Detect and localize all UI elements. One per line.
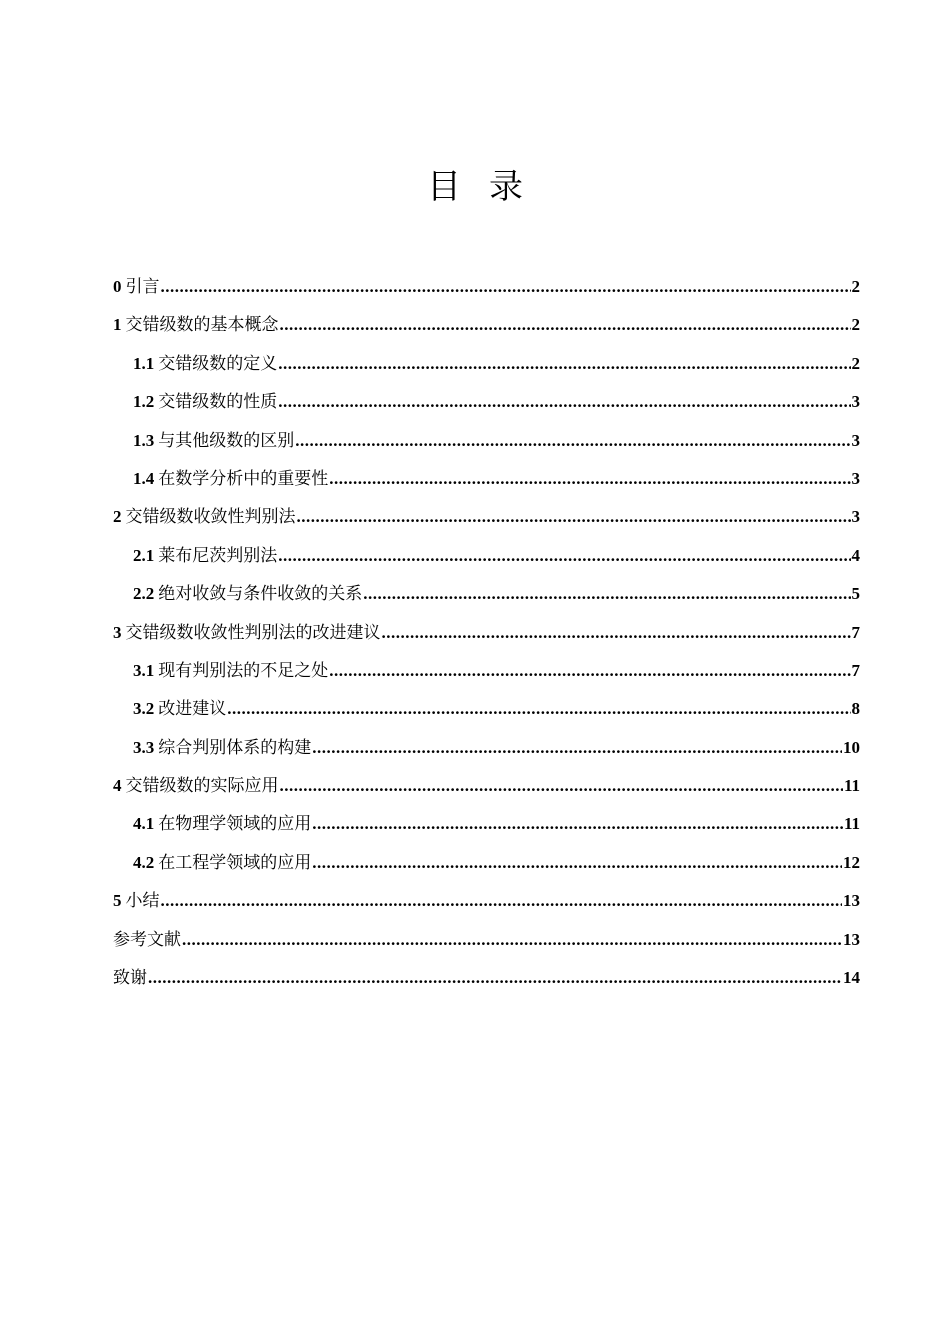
toc-entry[interactable] (113, 383, 860, 421)
toc-entry-page-number: 3 (851, 468, 860, 488)
dot-leader (161, 882, 843, 920)
toc-entry-page-number: 11 (843, 776, 860, 796)
toc-entry-page-number: 11 (843, 814, 860, 834)
toc-entry-label: 交错级数收敛性判别法 (125, 507, 296, 527)
toc-entry[interactable] (113, 729, 860, 767)
dot-leader (297, 498, 851, 536)
toc-entry[interactable] (113, 575, 860, 613)
toc-entry-number: 3.3 (133, 737, 155, 757)
toc-entry-page-number: 3 (851, 430, 860, 450)
toc-entry-label: 在工程学领域的应用 (158, 852, 312, 872)
toc-entry-label: 交错级数的性质 (158, 392, 278, 412)
dot-leader (280, 767, 843, 805)
toc-entry-label: 与其他级数的区别 (158, 430, 295, 450)
toc-entry-page-number: 10 (843, 737, 860, 757)
toc-entry[interactable] (113, 614, 860, 652)
toc-entry[interactable] (113, 460, 860, 498)
toc-entry-number: 2.1 (133, 545, 155, 565)
toc-entry-number: 3.2 (133, 699, 155, 719)
toc-entry-number: 1.3 (133, 430, 155, 450)
toc-entry-number: 1 (113, 315, 122, 335)
toc-entry[interactable] (113, 537, 860, 575)
toc-entry-page-number: 2 (851, 315, 860, 335)
toc-entry-number: 1.1 (133, 353, 155, 373)
dot-leader (227, 690, 850, 728)
toc-entry-page-number: 7 (851, 660, 860, 680)
dot-leader (363, 575, 850, 613)
toc-entry-page-number: 4 (851, 545, 860, 565)
dot-leader (278, 537, 850, 575)
toc-entry-label: 交错级数的定义 (158, 353, 278, 373)
dot-leader (382, 614, 851, 652)
table-of-contents (113, 268, 860, 997)
toc-entry-number: 1.4 (133, 468, 155, 488)
toc-entry-number: 4.1 (133, 814, 155, 834)
toc-entry-label: 莱布尼茨判别法 (158, 545, 278, 565)
toc-entry[interactable] (113, 498, 860, 536)
toc-entry[interactable] (113, 690, 860, 728)
toc-entry[interactable] (113, 345, 860, 383)
dot-leader (312, 729, 842, 767)
toc-entry-label: 综合判别体系的构建 (158, 737, 312, 757)
dot-leader (280, 306, 851, 344)
toc-entry[interactable] (113, 959, 860, 997)
dot-leader (312, 844, 842, 882)
toc-entry-number: 4 (113, 776, 122, 796)
toc-entry-label: 交错级数收敛性判别法的改进建议 (125, 622, 381, 642)
dot-leader (329, 460, 850, 498)
toc-entry-number: 5 (113, 891, 122, 911)
toc-entry-number: 4.2 (133, 852, 155, 872)
toc-entry-label: 交错级数的实际应用 (125, 776, 279, 796)
toc-entry[interactable] (113, 422, 860, 460)
toc-entry-number: 0 (113, 277, 122, 296)
page-title: 目录 (427, 168, 551, 206)
toc-entry-label: 引言 (125, 277, 160, 296)
dot-leader (278, 345, 850, 383)
toc-entry[interactable] (113, 652, 860, 690)
toc-entry-label: 小结 (125, 891, 160, 911)
toc-entry-page-number: 14 (843, 968, 860, 988)
dot-leader (182, 921, 842, 959)
toc-entry[interactable] (113, 921, 860, 959)
toc-entry[interactable] (113, 844, 860, 882)
toc-entry-number: 3 (113, 622, 122, 642)
toc-entry-number: 2 (113, 507, 122, 527)
toc-entry-page-number: 2 (851, 277, 860, 296)
toc-entry-page-number: 13 (843, 929, 860, 949)
toc-entry-label: 在物理学领域的应用 (158, 814, 312, 834)
toc-entry-label: 致谢 (113, 968, 147, 988)
toc-entry-page-number: 13 (843, 891, 860, 911)
dot-leader (295, 422, 850, 460)
toc-entry-page-number: 2 (851, 353, 860, 373)
toc-entry[interactable] (113, 767, 860, 805)
dot-leader (161, 268, 851, 306)
toc-entry-page-number: 7 (851, 622, 860, 642)
toc-entry-label: 现有判别法的不足之处 (158, 660, 329, 680)
toc-entry-page-number: 12 (843, 852, 860, 872)
toc-entry[interactable] (113, 805, 860, 843)
dot-leader (148, 959, 842, 997)
toc-entry-number: 2.2 (133, 584, 155, 604)
toc-entry-page-number: 3 (851, 392, 860, 412)
toc-entry[interactable] (113, 306, 860, 344)
toc-entry[interactable] (113, 882, 860, 920)
toc-entry-page-number: 5 (851, 584, 860, 604)
toc-entry[interactable] (113, 268, 860, 306)
toc-entry-label: 改进建议 (158, 699, 227, 719)
toc-entry-page-number: 8 (851, 699, 860, 719)
toc-entry-label: 绝对收敛与条件收敛的关系 (158, 584, 363, 604)
dot-leader (329, 652, 850, 690)
toc-entry-page-number: 3 (851, 507, 860, 527)
dot-leader (278, 383, 850, 421)
toc-entry-number: 3.1 (133, 660, 155, 680)
toc-entry-number: 1.2 (133, 392, 155, 412)
dot-leader (312, 805, 843, 843)
toc-entry-label: 在数学分析中的重要性 (158, 468, 329, 488)
toc-entry-label: 交错级数的基本概念 (125, 315, 279, 335)
toc-entry-label: 参考文献 (113, 929, 181, 949)
